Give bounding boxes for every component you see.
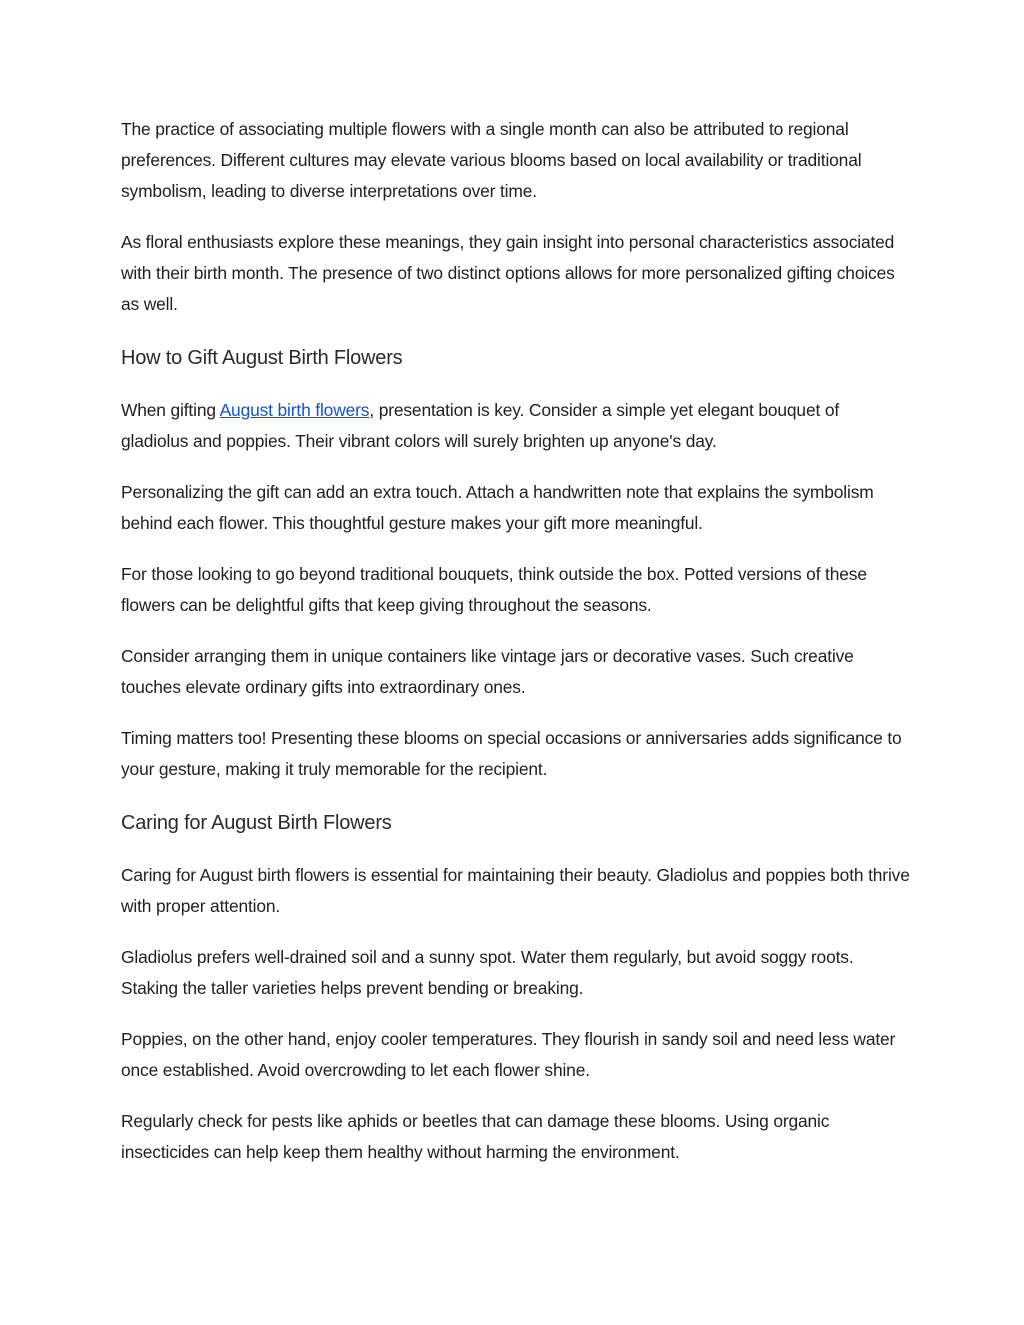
august-birth-flowers-link[interactable]: August birth flowers [219, 400, 370, 420]
care-paragraph-4: Regularly check for pests like aphids or beetles that can damage these blooms. Using organic insecticides can help keep them healthy without harming the environment. [121, 1111, 830, 1162]
gift-paragraph-1-rest: , presentation is key. Consider a simple yet elegant bouquet of gladiolus and poppies. Their vibrant colors will surely brighten up anyone's day. [121, 400, 840, 451]
gift-paragraph-5: Timing matters too! Presenting these blooms on special occasions or anniversaries adds significance to your gesture, making it truly memorable for the recipient. [121, 728, 902, 779]
care-paragraph-2: Gladiolus prefers well-drained soil and a sunny spot. Water them regularly, but avoid soggy roots. Staking the taller varieties helps prevent bending or breaking. [121, 947, 854, 998]
gift-paragraph-2: Personalizing the gift can add an extra touch. Attach a handwritten note that explains the symbolism behind each flower. This thoughtful gesture makes your gift more meaningful. [121, 482, 874, 533]
care-paragraph-3: Poppies, on the other hand, enjoy cooler temperatures. They flourish in sandy soil and need less water once established. Avoid overcrowding to let each flower shine. [121, 1029, 896, 1080]
intro-paragraph-1: The practice of associating multiple flowers with a single month can also be attributed to regional preferences. Different cultures may elevate various blooms based on local availability or traditional symbolism, leading to diverse interpretations over time. [121, 119, 862, 201]
gift-paragraph-1 [121, 395, 911, 457]
document-page [121, 114, 911, 1188]
gift-paragraph-4: Consider arranging them in unique containers like vintage jars or decorative vases. Such creative touches elevate ordinary gifts into extraordinary ones. [121, 646, 854, 697]
intro-paragraph-2: As floral enthusiasts explore these meanings, they gain insight into personal characteristics associated with their birth month. The presence of two distinct options allows for more personalized gifting choices as well. [121, 232, 895, 314]
care-paragraph-1: Caring for August birth flowers is essential for maintaining their beauty. Gladiolus and poppies both thrive with proper attention. [121, 865, 910, 916]
gift-section-heading: How to Gift August Birth Flowers [121, 347, 403, 369]
gift-paragraph-3: For those looking to go beyond traditional bouquets, think outside the box. Potted versions of these flowers can be delightful gifts that keep giving throughout the seasons. [121, 564, 867, 615]
care-section-heading: Caring for August Birth Flowers [121, 812, 392, 834]
gift-paragraph-1-lead: When gifting [121, 400, 220, 420]
